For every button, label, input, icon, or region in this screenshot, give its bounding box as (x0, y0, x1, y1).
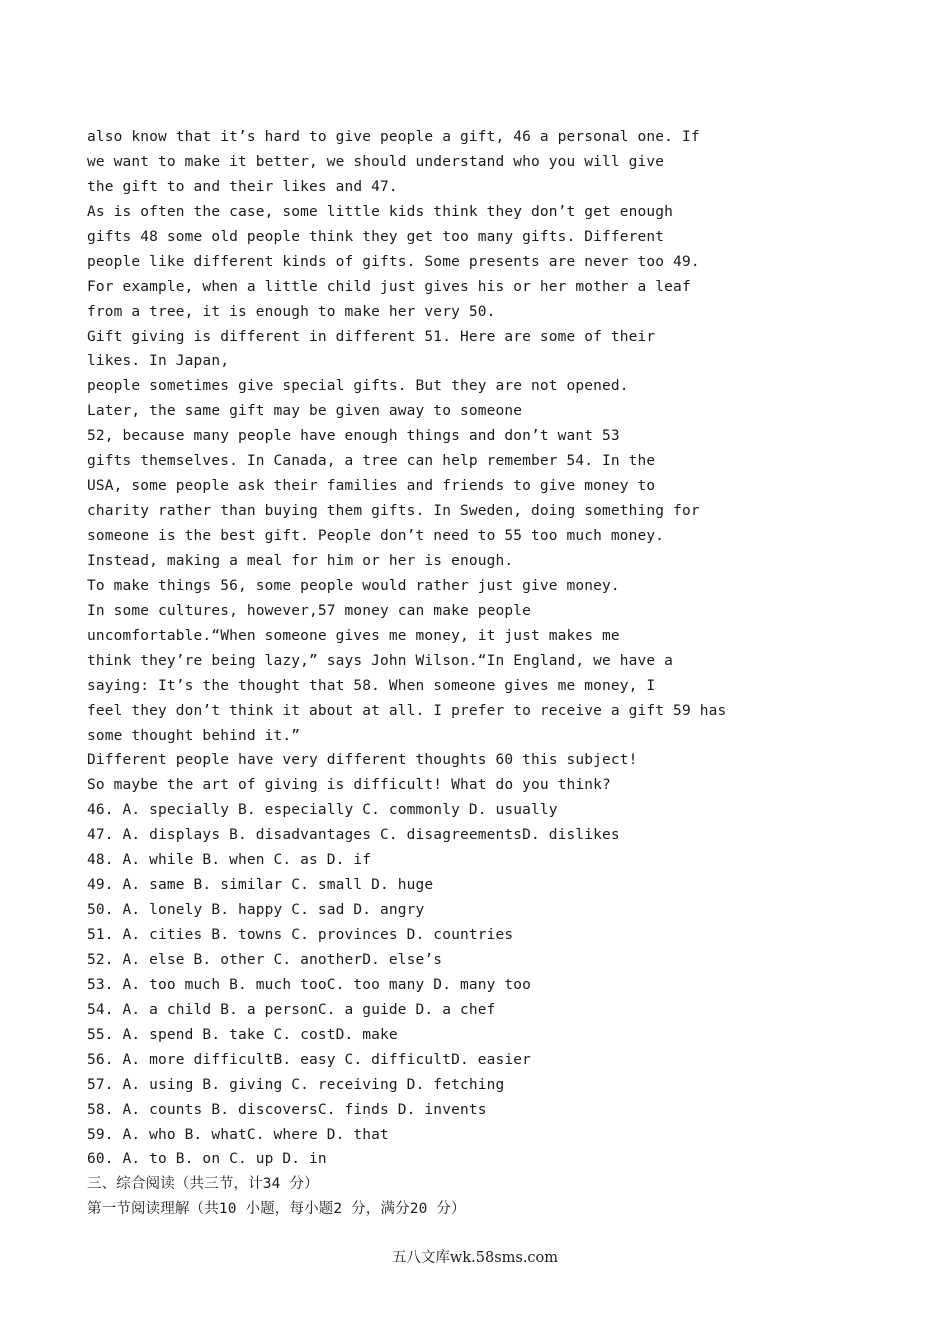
passage-line: we want to make it better, we should understand who you will give (87, 153, 665, 170)
question-item: 46. A. specially B. especially C. commonly D. usually (87, 802, 558, 819)
question-item: 52. A. else B. other C. anotherD. else’s (87, 951, 443, 968)
passage-line: people like different kinds of gifts. Some presents are never too 49. (87, 253, 700, 270)
passage-line: from a tree, it is enough to make her very 50. (87, 303, 496, 320)
question-list (87, 798, 917, 1172)
passage-line: people sometimes give special gifts. But they are not opened. (87, 378, 629, 395)
question-item: 48. A. while B. when C. as D. if (87, 852, 372, 869)
passage-line: In some cultures, however,57 money can make people (87, 602, 531, 619)
question-item: 55. A. spend B. take C. costD. make (87, 1026, 398, 1043)
passage-line: think they’re being lazy,” says John Wilson.“In England, we have a (87, 652, 674, 669)
passage-line: For example, when a little child just gives his or her mother a leaf (87, 278, 691, 295)
reading-passage (87, 125, 917, 798)
passage-line: Different people have very different thoughts 60 this subject! (87, 752, 638, 769)
passage-line: charity rather than buying them gifts. In Sweden, doing something for (87, 503, 700, 520)
question-item: 49. A. same B. similar C. small D. huge (87, 877, 434, 894)
passage-line: To make things 56, some people would rather just give money. (87, 577, 620, 594)
passage-line: Gift giving is different in different 51. Here are some of their (87, 328, 656, 345)
passage-line: As is often the case, some little kids think they don’t get enough (87, 203, 674, 220)
question-item: 59. A. who B. whatC. where D. that (87, 1126, 389, 1143)
passage-line: gifts themselves. In Canada, a tree can help remember 54. In the (87, 453, 656, 470)
passage-line: saying: It’s the thought that 58. When someone gives me money, I (87, 677, 656, 694)
passage-line: 52, because many people have enough things and don’t want 53 (87, 428, 620, 445)
question-item: 56. A. more difficultB. easy C. difficultD. easier (87, 1051, 531, 1068)
passage-line: So maybe the art of giving is difficult! What do you think? (87, 777, 611, 794)
footer-watermark: 五八文库wk.58sms.com (391, 1250, 559, 1266)
question-item: 57. A. using B. giving C. receiving D. fetching (87, 1076, 505, 1093)
subsection-heading: 第一节阅读理解（共10 小题，每小题2 分，满分20 分） (87, 1201, 466, 1218)
question-item: 50. A. lonely B. happy C. sad D. angry (87, 902, 425, 919)
passage-line: uncomfortable.“When someone gives me money, it just makes me (87, 627, 620, 644)
passage-line: someone is the best gift. People don’t need to 55 too much money. (87, 528, 665, 544)
passage-line: gifts 48 some old people think they get too many gifts. Different (87, 228, 665, 245)
passage-line: USA, some people ask their families and friends to give money to (87, 478, 656, 495)
passage-line: also know that it’s hard to give people a gift, 46 a personal one. If (87, 129, 700, 145)
question-item: 60. A. to B. on C. up D. in (87, 1151, 327, 1168)
passage-line: Instead, making a meal for him or her is enough. (87, 552, 514, 569)
passage-line: Later, the same gift may be given away to someone (87, 403, 523, 420)
question-item: 54. A. a child B. a personC. a guide D. a chef (87, 1001, 496, 1018)
passage-line: some thought behind it.” (87, 727, 301, 744)
question-item: 47. A. displays B. disadvantages C. disagreementsD. dislikes (87, 827, 620, 844)
section-heading: 三、综合阅读（共三节，计34 分） (87, 1176, 319, 1193)
question-item: 53. A. too much B. much tooC. too many D. many too (87, 976, 531, 993)
document-body (87, 125, 917, 1222)
question-item: 51. A. cities B. towns C. provinces D. countries (87, 927, 514, 943)
question-item: 58. A. counts B. discoversC. finds D. invents (87, 1101, 487, 1118)
passage-line: likes. In Japan, (87, 353, 230, 370)
passage-line: the gift to and their likes and 47. (87, 178, 398, 195)
passage-line: feel they don’t think it about at all. I prefer to receive a gift 59 has (87, 702, 727, 719)
